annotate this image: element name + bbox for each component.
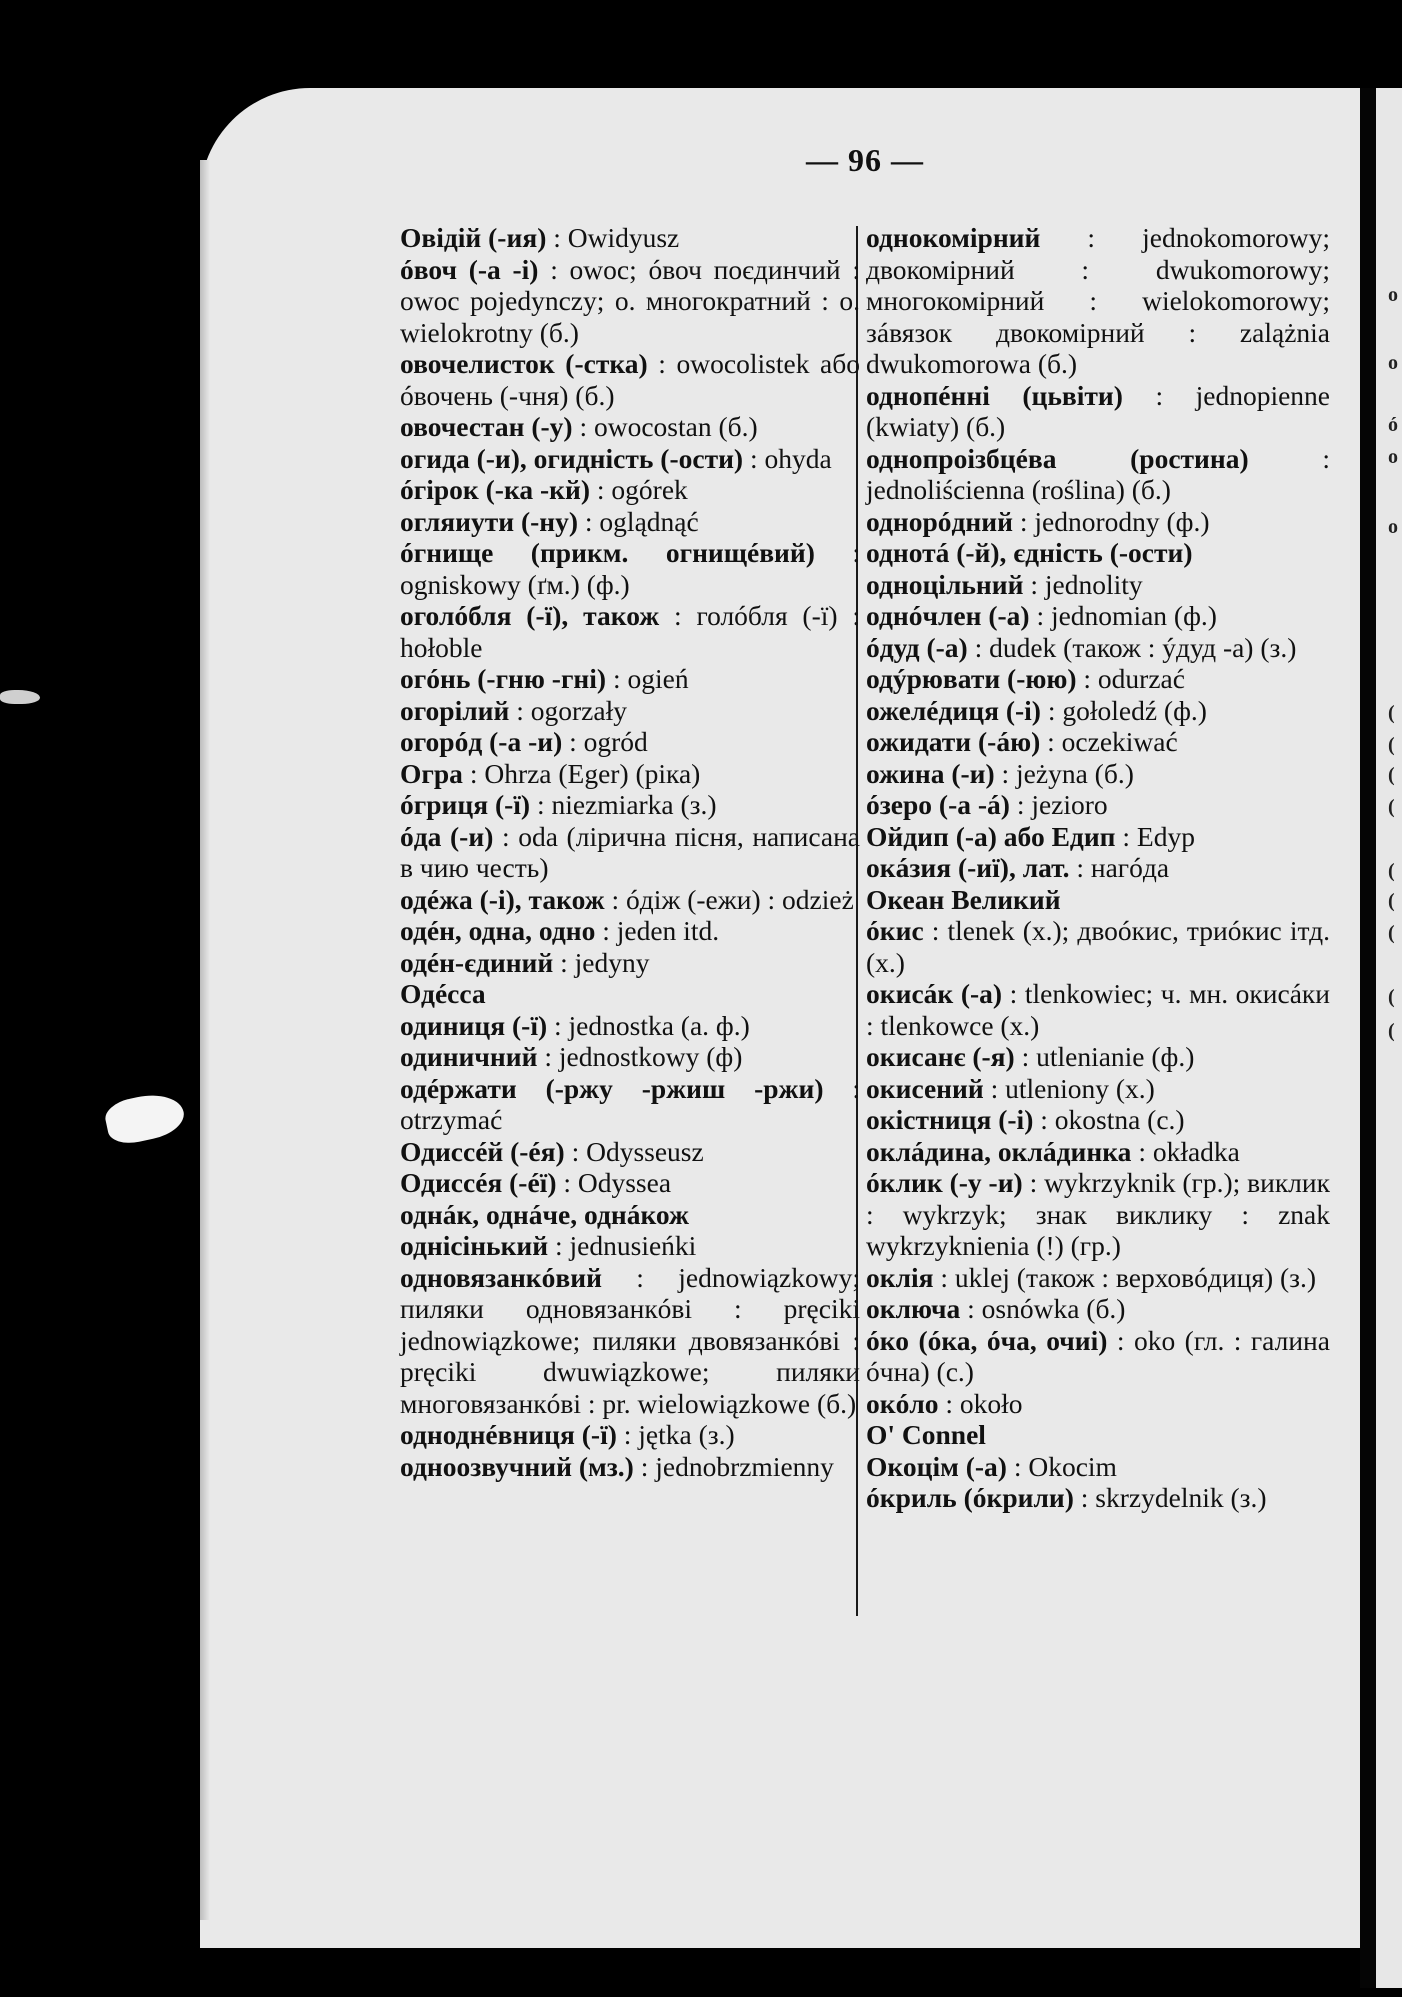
page-number: — 96 — [806,142,924,178]
dictionary-entry: одиниця (-ї) : jednostka (а. ф.) [400,1009,750,1041]
entry-headword: оклія [866,1261,934,1293]
entry-headword: огóнь (-гню -гні) [400,663,607,694]
entry-headword: одиничний [400,1041,538,1072]
entry-headword: оключа [866,1293,961,1324]
dictionary-entry: огорілий : ogorzały [400,694,627,726]
next-page-edge-char: ó [1388,414,1398,436]
dictionary-entry: одиничний : jednostkowy (ф) [400,1041,743,1072]
entry-headword: оголóбля (-ї), також [400,600,660,631]
next-page-edge-char: ( [1388,890,1395,912]
dictionary-entry [866,1419,1330,1451]
next-page-edge-char: ( [1388,986,1395,1008]
entry-headword: однотá (-й), єдність (-ости) [866,537,1193,568]
dictionary-entry: Окоцім (-а) : Okocim [866,1450,1117,1482]
entry-headword: одноцільний [866,568,1024,600]
entry-headword: одýрювати (-юю) [866,663,1077,694]
dictionary-entry: одноозвучний (мз.) : jednobrzmienny [400,1450,834,1482]
entry-headword: ожелéдиця (-і) [866,694,1041,726]
entry-headword: окістниця (-і) [866,1104,1034,1135]
entry-headword: ожина (-и) [866,757,995,789]
dictionary-entry: одноднéвниця (-ї) : jętka (з.) [400,1419,735,1450]
next-page-edge-char: ( [1388,796,1395,818]
right-column [866,222,1330,1514]
entry-headword: Овідій (-ия) [400,222,547,253]
entry-headword: оклáдина, оклáдинка [866,1135,1132,1167]
entry-headword: окóло [866,1387,939,1419]
entry-headword: Одéсса [400,978,486,1009]
entry-headword: Одиссéя (-éї) [400,1167,557,1198]
entry-headword: одноpóдний [866,505,1013,537]
dictionary-entry: оголóбля (-ї), також : голóбля (-ї) : hołoble [400,600,861,663]
entry-headword: огорілий [400,694,510,726]
dictionary-entry: óгнище (прикм. огнищéвий) : ogniskowy (ґм.) (ф.) [400,537,860,600]
entry-headword: óкис [866,915,924,946]
entry-headword: огорóд (-а -и) [400,726,563,757]
entry-headword: óгірок (-ка -кй) [400,474,591,505]
dictionary-entry: одéн-єдиний : jedyny [400,946,650,978]
entry-headword: овочелисток (-стка) [400,348,648,379]
dictionary-entry: óзеро (-а -á) : jezioro [866,789,1108,820]
entry-headword: одéжа (-і), також [400,883,605,915]
dictionary-entry: Ойдип (-а) або Едип : Edyp [866,820,1195,852]
dictionary-entry: óкриль (óкрили) : skrzydelnik (з.) [866,1482,1267,1513]
entry-headword: одиниця (-ї) [400,1009,548,1041]
entry-headword: однопéнні (цьвіти) [866,379,1123,411]
dictionary-entry: одноpóдний : jednorodny (ф.) [866,505,1210,537]
entry-headword: óзеро (-а -á) [866,789,1010,820]
dictionary-entry: óко (óка, óча, очиі) : oko (гл. : галина óчна) (с.) [866,1324,1330,1387]
dictionary-entry: огляиути (-ну) : oglądnąć [400,505,699,537]
dictionary-entry [866,884,1330,916]
entry-headword: Окоцім (-а) [866,1450,1007,1482]
dictionary-entry: оключа : osnówka (б.) [866,1293,1126,1324]
dictionary-entry: оклія : uklej (також : верховóдиця) (з.) [866,1261,1317,1293]
dictionary-entry: однóчлен (-а) : jednomian (ф.) [866,600,1217,631]
dictionary-entry: Одиссéя (-éї) : Odyssea [400,1167,672,1198]
dictionary-entry: ожидати (-áю) : oczekiwać [866,726,1178,757]
dictionary-entry: Овідій (-ия) : Owidyusz [400,222,680,253]
entry-headword: огида (-и), огидність (-ости) [400,442,744,474]
entry-headword: óкриль (óкрили) [866,1482,1074,1513]
entry-headword: óдуд (-а) [866,631,968,663]
dictionary-entry: óкис : tlenek (х.); двоóкис, триóкис ітд. (х.) [866,915,1330,978]
dictionary-entry: одéжа (-і), також : óдіж (-ежи) : odzież [400,883,854,915]
dictionary-entry: одéн, одна, одно : jeden itd. [400,915,720,946]
dictionary-entry: óда (-и) : oda (ліpична пісня, написана в чию честь) [400,820,860,883]
dictionary-entry: óвоч (-а -і) : owoc; óвоч поєдинчий : owoc pojedynczy; о. многократний : o. wielokrotny (б.) [400,253,860,348]
dictionary-entry: ожелéдиця (-і) : gołoledź (ф.) [866,694,1207,726]
dictionary-entry [866,537,1330,569]
entry-headword: однáк, однáче, однáкож [400,1198,689,1230]
entry-headword: Ойдип (-а) або Едип [866,820,1116,852]
dictionary-entry: однокомірний : jednokomorowy; двокомірний : dwukomorowy; многокомірний : wielokomorowy; зáвязок двокомірний : zalążnia dwukomorowa (б.) [866,222,1330,379]
dictionary-entry: окістниця (-і) : okostna (с.) [866,1104,1185,1135]
entry-headword: окисений [866,1072,984,1104]
entry-headword: Одиссéй (-éя) [400,1135,565,1167]
entry-headword: O' Connel [866,1419,986,1450]
dictionary-entry: окóло : około [866,1387,1023,1419]
entry-headword: однокомірний [866,222,1041,253]
dictionary-entry: окисений : utleniony (х.) [866,1072,1155,1104]
entry-headword: óда (-и) [400,820,494,852]
entry-headword: одноднéвниця (-ї) [400,1419,617,1450]
dictionary-entry: однопроізбцéва (ростина) : jednoliścienna (roślina) (б.) [866,442,1330,505]
next-page-edge-char: ( [1388,702,1395,724]
entry-headword: óвоч (-а -і) [400,253,539,285]
entry-headword: овочестан (-у) [400,411,573,442]
next-page-edge-char: o [1388,284,1398,306]
entry-headword: однóчлен (-а) [866,600,1030,631]
next-page-edge-char: ( [1388,922,1395,944]
entry-headword: óко (óка, óча, очиі) [866,1324,1108,1356]
dictionary-entry: óдуд (-а) : dudek (також : ýдуд -а) (з.) [866,631,1297,663]
dictionary-entry: оклáдина, оклáдинка : okładka [866,1135,1240,1167]
next-page-edge-char: ( [1388,734,1395,756]
entry-headword: окáзия (-иї), лат. [866,852,1070,883]
entry-headword: одноозвучний (мз.) [400,1450,634,1482]
dictionary-entry: овочелисток (-стка) : owocolistek або óвочень (-чня) (б.) [400,348,860,411]
entry-headword: Огра [400,757,463,789]
entry-headword: одéн, одна, одно [400,915,596,946]
dictionary-entry: однопéнні (цьвіти) : jednopienne (kwiaty) (б.) [866,379,1330,442]
entry-headword: окисáк (-а) [866,978,1003,1009]
dictionary-entry: огида (-и), огидність (-ости) : ohyda [400,442,832,474]
left-column [400,222,860,1482]
dictionary-entry: овочестан (-у) : owocostan (б.) [400,411,758,442]
dictionary-entry: окисáк (-а) : tlenkowiec; ч. мн. окисáки : tlenkowce (х.) [866,978,1330,1041]
margin-paper-scrap [0,690,40,704]
entry-headword: óгнище (прикм. огнищéвий) [400,537,815,568]
dictionary-entry: óгірок (-ка -кй) : ogórek [400,474,688,505]
dictionary-entry: однісінький : jednusieńki [400,1230,697,1261]
dictionary-entry: огóнь (-гню -гні) : ogień [400,663,689,694]
dictionary-entry: óгриця (-ї) : niezmiarka (з.) [400,789,717,820]
dictionary-entry: одноцільний : jednolity [866,568,1143,600]
entry-headword: однопроізбцéва (ростина) [866,442,1249,474]
dictionary-entry [400,978,860,1010]
dictionary-entry: Огра : Ohrza (Eger) (ріка) [400,757,701,789]
next-page-edge-char: o [1388,516,1398,538]
dictionary-entry: одновязанкóвий : jednowiązkowy; пиляки одновязанкóві : pręciki jednowiązkowe; пиляки двовязанкóві : pręciki dwuwiązkowe; пиляки многовязанкóві : pr. wielowiązkowe (б.) [400,1261,860,1419]
entry-headword: одновязанкóвий [400,1261,602,1293]
dictionary-entry: ожина (-и) : jeżyna (б.) [866,757,1134,789]
entry-headword: óгриця (-ї) [400,789,531,820]
dictionary-entry: окáзия (-иї), лат. : нагóда [866,852,1170,883]
next-page-edge-char: ( [1388,860,1395,882]
dictionary-entry: окисанє (-я) : utlenianie (ф.) [866,1041,1195,1072]
entry-headword: однісінький [400,1230,549,1261]
next-page-edge-char: ( [1388,764,1395,786]
entry-headword: óклик (-у -и) [866,1167,1023,1198]
dictionary-entry: одýрювати (-юю) : odurzać [866,663,1185,694]
entry-headword: Океан Великий [866,883,1061,915]
next-page-edge-char: ( [1388,1020,1395,1042]
entry-headword: огляиути (-ну) [400,505,579,537]
dictionary-entry: одéржати (-ржу -ржиш -ржи) : otrzymać [400,1072,860,1135]
dictionary-entry: óклик (-у -и) : wykrzyknik (гр.); виклик : wykrzyk; знак виклику : znak wykrzyknienia (!) (гр.) [866,1167,1330,1261]
page-edge-shadow [200,160,210,1920]
dictionary-entry: Одиссéй (-éя) : Odysseusz [400,1135,704,1167]
next-page-edge-char: o [1388,446,1398,468]
margin-paper-scrap [102,1088,187,1147]
entry-headword: одéржати (-ржу -ржиш -ржи) [400,1072,824,1104]
entry-headword: одéн-єдиний [400,946,554,978]
dictionary-entry [400,1199,860,1231]
dictionary-entry: огорóд (-а -и) : ogród [400,726,648,757]
book-gutter [1360,88,1376,1988]
entry-headword: окисанє (-я) [866,1041,1015,1072]
entry-headword: ожидати (-áю) [866,726,1041,757]
next-page-edge-char: o [1388,352,1398,374]
